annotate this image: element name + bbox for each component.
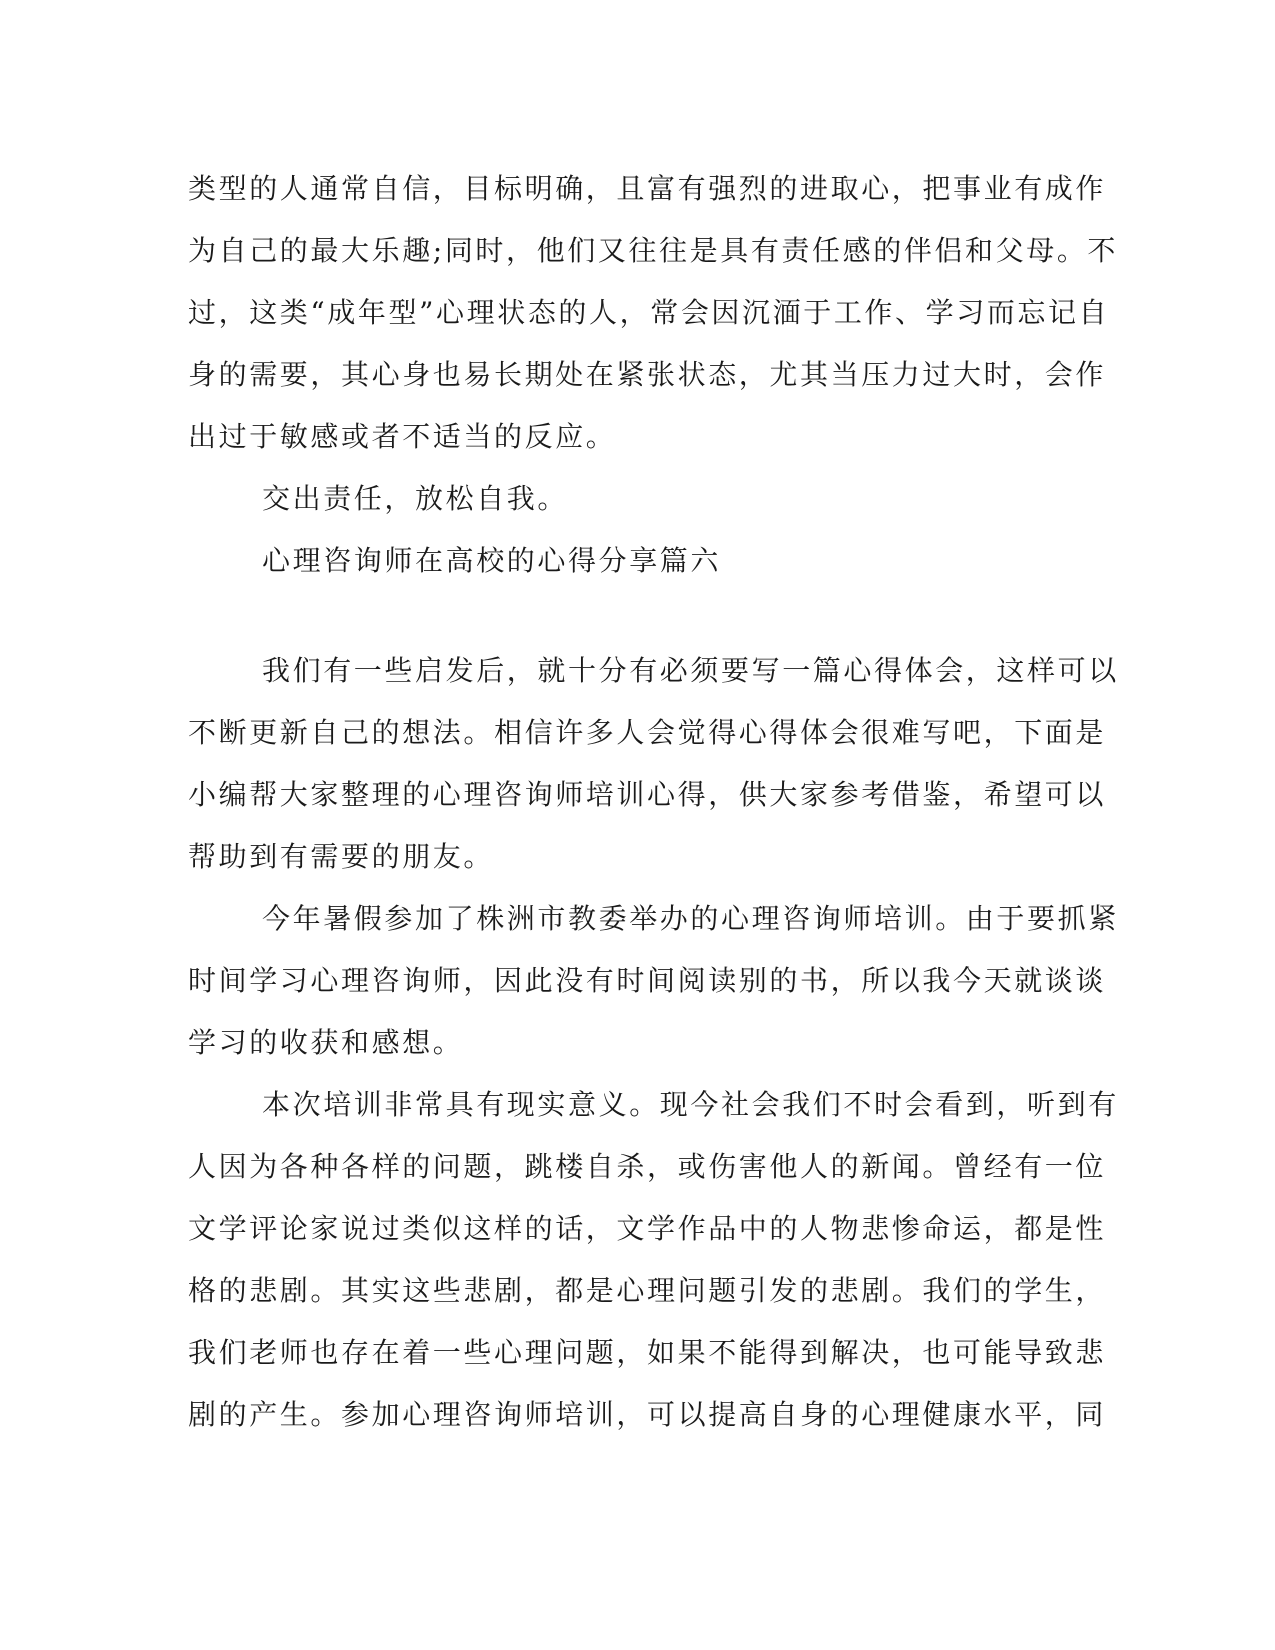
text-line: 格的悲剧。其实这些悲剧，都是心理问题引发的悲剧。我们的学生， [188,1274,1107,1307]
text-line: 我们有一些启发后，就十分有必须要写一篇心得体会，这样可以 [262,654,1119,687]
text-line: 剧的产生。参加心理咨询师培训，可以提高自身的心理健康水平，同 [188,1398,1107,1431]
paragraph [188,468,1068,530]
section-heading [188,530,1068,592]
text-line: 今年暑假参加了株洲市教委举办的心理咨询师培训。由于要抓紧 [262,902,1119,935]
text-line: 过，这类“成年型”心理状态的人，常会因沉湎于工作、学习而忘记自 [188,296,1110,329]
text-line: 类型的人通常自信，目标明确，且富有强烈的进取心，把事业有成作 [188,172,1107,205]
blank-spacer [188,592,1068,640]
text-line: 帮助到有需要的朋友。 [188,840,495,873]
text-line: 交出责任，放松自我。 [262,482,569,515]
text-line: 文学评论家说过类似这样的话，文学作品中的人物悲惨命运，都是性 [188,1212,1107,1245]
heading-text: 心理咨询师在高校的心得分享篇六 [262,544,722,577]
paragraph [188,1074,1119,1446]
text-line: 为自己的最大乐趣;同时，他们又往往是具有责任感的伴侣和父母。不 [188,234,1119,267]
text-line: 本次培训非常具有现实意义。现今社会我们不时会看到，听到有 [262,1088,1119,1121]
document-body [188,158,1119,1446]
text-line: 时间学习心理咨询师，因此没有时间阅读别的书，所以我今天就谈谈 [188,964,1107,997]
paragraph [188,158,1119,468]
text-line: 小编帮大家整理的心理咨询师培训心得，供大家参考借鉴，希望可以 [188,778,1107,811]
paragraph [188,640,1119,888]
text-line: 不断更新自己的想法。相信许多人会觉得心得体会很难写吧，下面是 [188,716,1107,749]
text-line: 我们老师也存在着一些心理问题，如果不能得到解决，也可能导致悲 [188,1336,1107,1369]
text-line: 人因为各种各样的问题，跳楼自杀，或伤害他人的新闻。曾经有一位 [188,1150,1107,1183]
text-line: 身的需要，其心身也易长期处在紧张状态，尤其当压力过大时，会作 [188,358,1107,391]
text-line: 出过于敏感或者不适当的反应。 [188,420,617,453]
paragraph [188,888,1119,1074]
text-line: 学习的收获和感想。 [188,1026,464,1059]
